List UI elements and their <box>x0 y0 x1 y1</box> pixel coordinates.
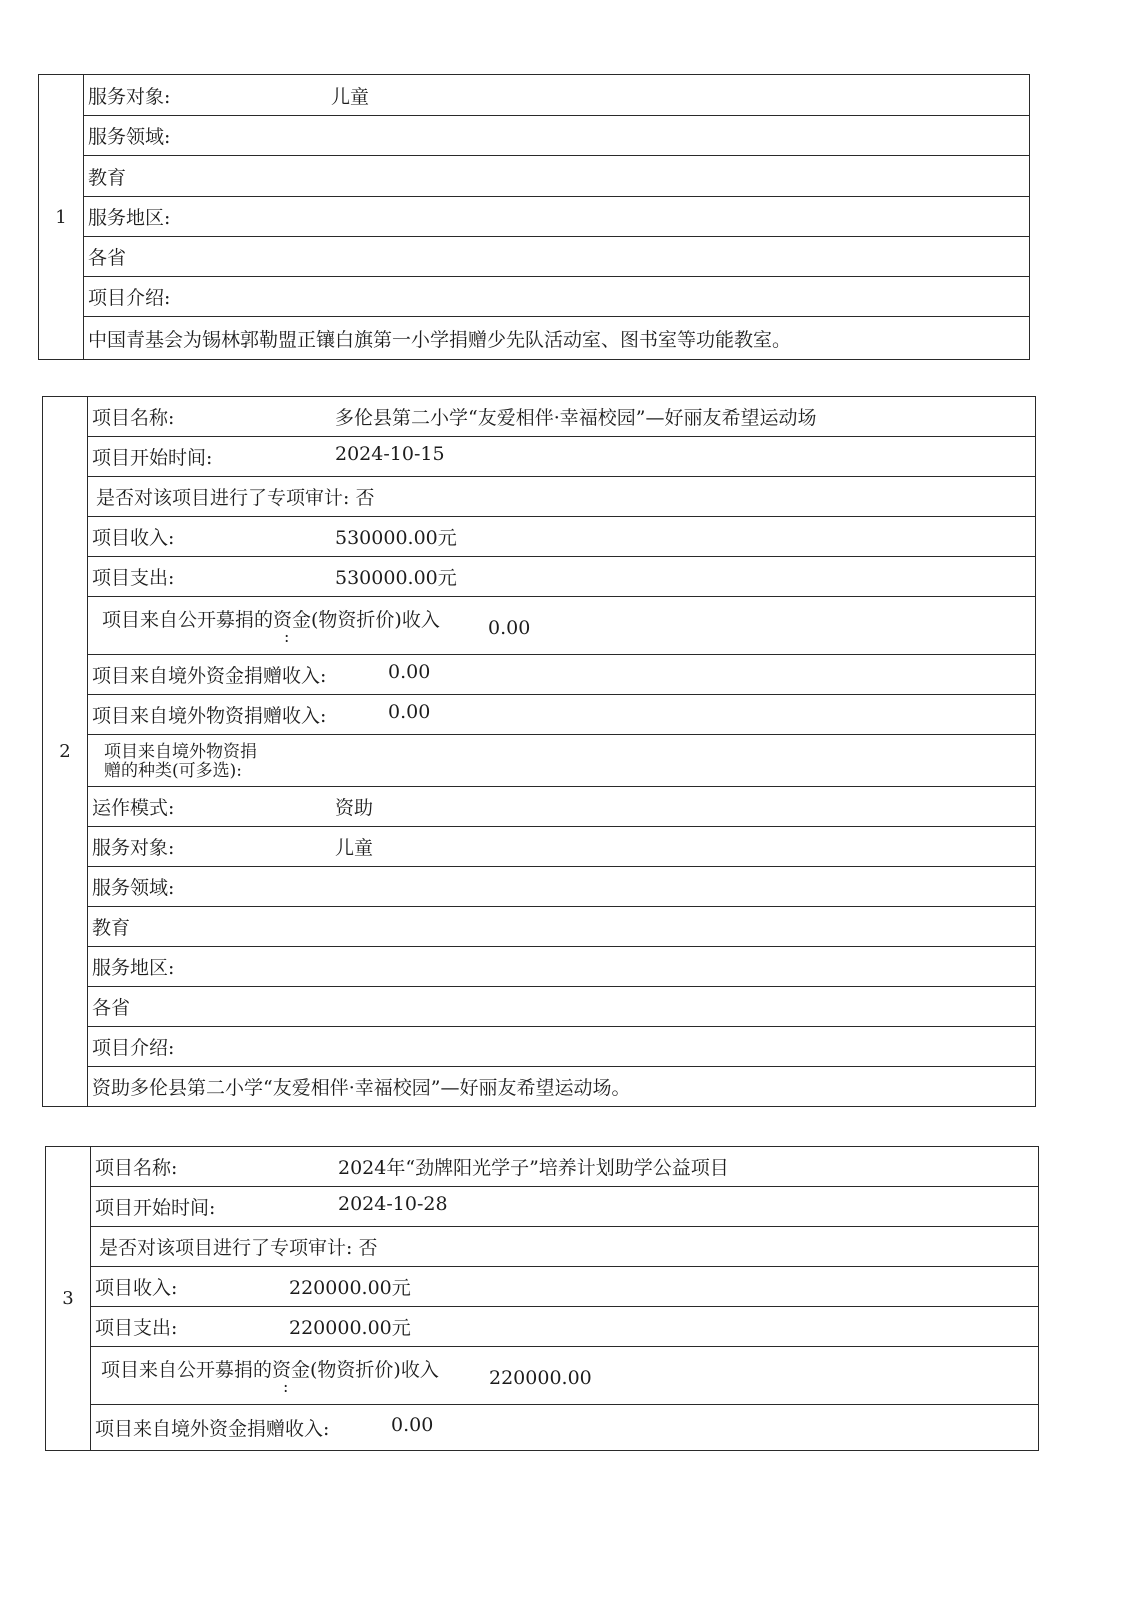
project-number: 3 <box>46 1147 91 1451</box>
row-service-field <box>88 867 1036 907</box>
row-value: 儿童 <box>335 837 374 859</box>
row-label-colon: : <box>283 1377 289 1396</box>
row-label: 项目名称: <box>95 1157 178 1179</box>
row-intro-text <box>84 317 1030 360</box>
project-block-3 <box>45 1146 1039 1451</box>
row-label: 项目开始时间: <box>95 1197 216 1219</box>
row-value: 220000.00元 <box>289 1317 411 1339</box>
row-income <box>88 517 1036 557</box>
row-audit <box>88 477 1036 517</box>
row-foreign-goods-type <box>88 735 1036 787</box>
row-value: 530000.00元 <box>335 527 457 549</box>
row-foreign-goods-income <box>88 695 1036 735</box>
row-operation-mode <box>88 787 1036 827</box>
row-service-target <box>84 75 1030 116</box>
row-label: 项目来自境外资金捐赠收入: <box>92 665 327 687</box>
row-label: 是否对该项目进行了专项审计: <box>96 487 350 509</box>
row-value: 0.00 <box>388 701 431 723</box>
project-block-1 <box>38 74 1030 360</box>
row-value: 0.00 <box>388 661 431 683</box>
row-service-field-value <box>88 907 1036 947</box>
row-service-field-value <box>84 156 1030 197</box>
project-table-3 <box>45 1146 1039 1451</box>
row-label: 项目介绍: <box>88 287 171 309</box>
row-project-name <box>91 1147 1039 1187</box>
row-value: 220000.00 <box>489 1367 592 1389</box>
row-value: 2024年“劲牌阳光学子”培养计划助学公益项目 <box>338 1157 729 1179</box>
row-value: 0.00 <box>391 1414 434 1436</box>
row-start-date <box>91 1187 1039 1227</box>
row-audit <box>91 1227 1039 1267</box>
row-label: 服务地区: <box>92 957 175 979</box>
row-label: 运作模式: <box>92 797 175 819</box>
row-foreign-fund-income <box>88 655 1036 695</box>
row-label: 项目来自境外资金捐赠收入: <box>95 1418 330 1440</box>
project-number: 1 <box>39 75 84 360</box>
row-service-target <box>88 827 1036 867</box>
project-table-2 <box>42 396 1036 1107</box>
row-service-area-value <box>88 987 1036 1027</box>
row-label: 项目名称: <box>92 407 175 429</box>
row-value: 否 <box>355 487 375 509</box>
row-public-fund-income <box>91 1347 1039 1405</box>
row-label-line2: 赠的种类(可多选): <box>104 761 242 781</box>
row-label: 项目介绍: <box>92 1037 175 1059</box>
row-value: 2024-10-15 <box>335 443 445 465</box>
row-label: 项目收入: <box>95 1277 178 1299</box>
row-label: 项目支出: <box>95 1317 178 1339</box>
row-label: 是否对该项目进行了专项审计: <box>99 1237 353 1259</box>
row-public-fund-income <box>88 597 1036 655</box>
row-expense <box>91 1307 1039 1347</box>
row-label: 资助多伦县第二小学“友爱相伴·幸福校园”—好丽友希望运动场。 <box>92 1077 631 1099</box>
row-expense <box>88 557 1036 597</box>
row-label: 各省 <box>88 247 127 269</box>
project-number: 2 <box>43 397 88 1107</box>
row-value: 资助 <box>335 797 374 819</box>
project-block-2 <box>42 396 1036 1107</box>
row-label: 服务领域: <box>88 126 171 148</box>
row-value: 多伦县第二小学“友爱相伴·幸福校园”—好丽友希望运动场 <box>335 407 817 429</box>
row-label: 服务对象: <box>92 837 175 859</box>
row-value: 否 <box>358 1237 378 1259</box>
row-start-date <box>88 437 1036 477</box>
project-table-1 <box>38 74 1030 360</box>
row-label: 教育 <box>88 166 127 189</box>
row-label: 服务地区: <box>88 207 171 229</box>
row-service-field <box>84 116 1030 156</box>
row-label: 项目来自公开募捐的资金(物资折价)收入 <box>101 1359 439 1381</box>
row-label: 项目收入: <box>92 527 175 549</box>
row-value: 220000.00元 <box>289 1277 411 1299</box>
row-label: 中国青基会为锡林郭勒盟正镶白旗第一小学捐赠少先队活动室、图书室等功能教室。 <box>88 328 792 351</box>
row-label-colon: : <box>284 627 290 646</box>
row-income <box>91 1267 1039 1307</box>
row-project-name <box>88 397 1036 437</box>
row-intro <box>88 1027 1036 1067</box>
row-value: 530000.00元 <box>335 567 457 589</box>
row-intro <box>84 277 1030 317</box>
row-value: 2024-10-28 <box>338 1193 448 1215</box>
row-label: 项目来自公开募捐的资金(物资折价)收入 <box>102 609 440 631</box>
row-label: 各省 <box>92 997 131 1019</box>
row-foreign-fund-income <box>91 1405 1039 1451</box>
row-label: 服务对象: <box>88 85 171 108</box>
row-label: 教育 <box>92 917 131 939</box>
row-service-area-value <box>84 237 1030 277</box>
row-label: 项目来自境外物资捐赠收入: <box>92 705 327 727</box>
row-value: 儿童 <box>331 85 370 108</box>
row-value: 0.00 <box>488 617 531 639</box>
row-service-area <box>84 197 1030 237</box>
row-label: 服务领域: <box>92 877 175 899</box>
row-label: 项目来自境外物资捐 <box>104 742 257 762</box>
row-label: 项目开始时间: <box>92 447 213 469</box>
row-label: 项目支出: <box>92 567 175 589</box>
row-service-area <box>88 947 1036 987</box>
row-intro-text <box>88 1067 1036 1107</box>
